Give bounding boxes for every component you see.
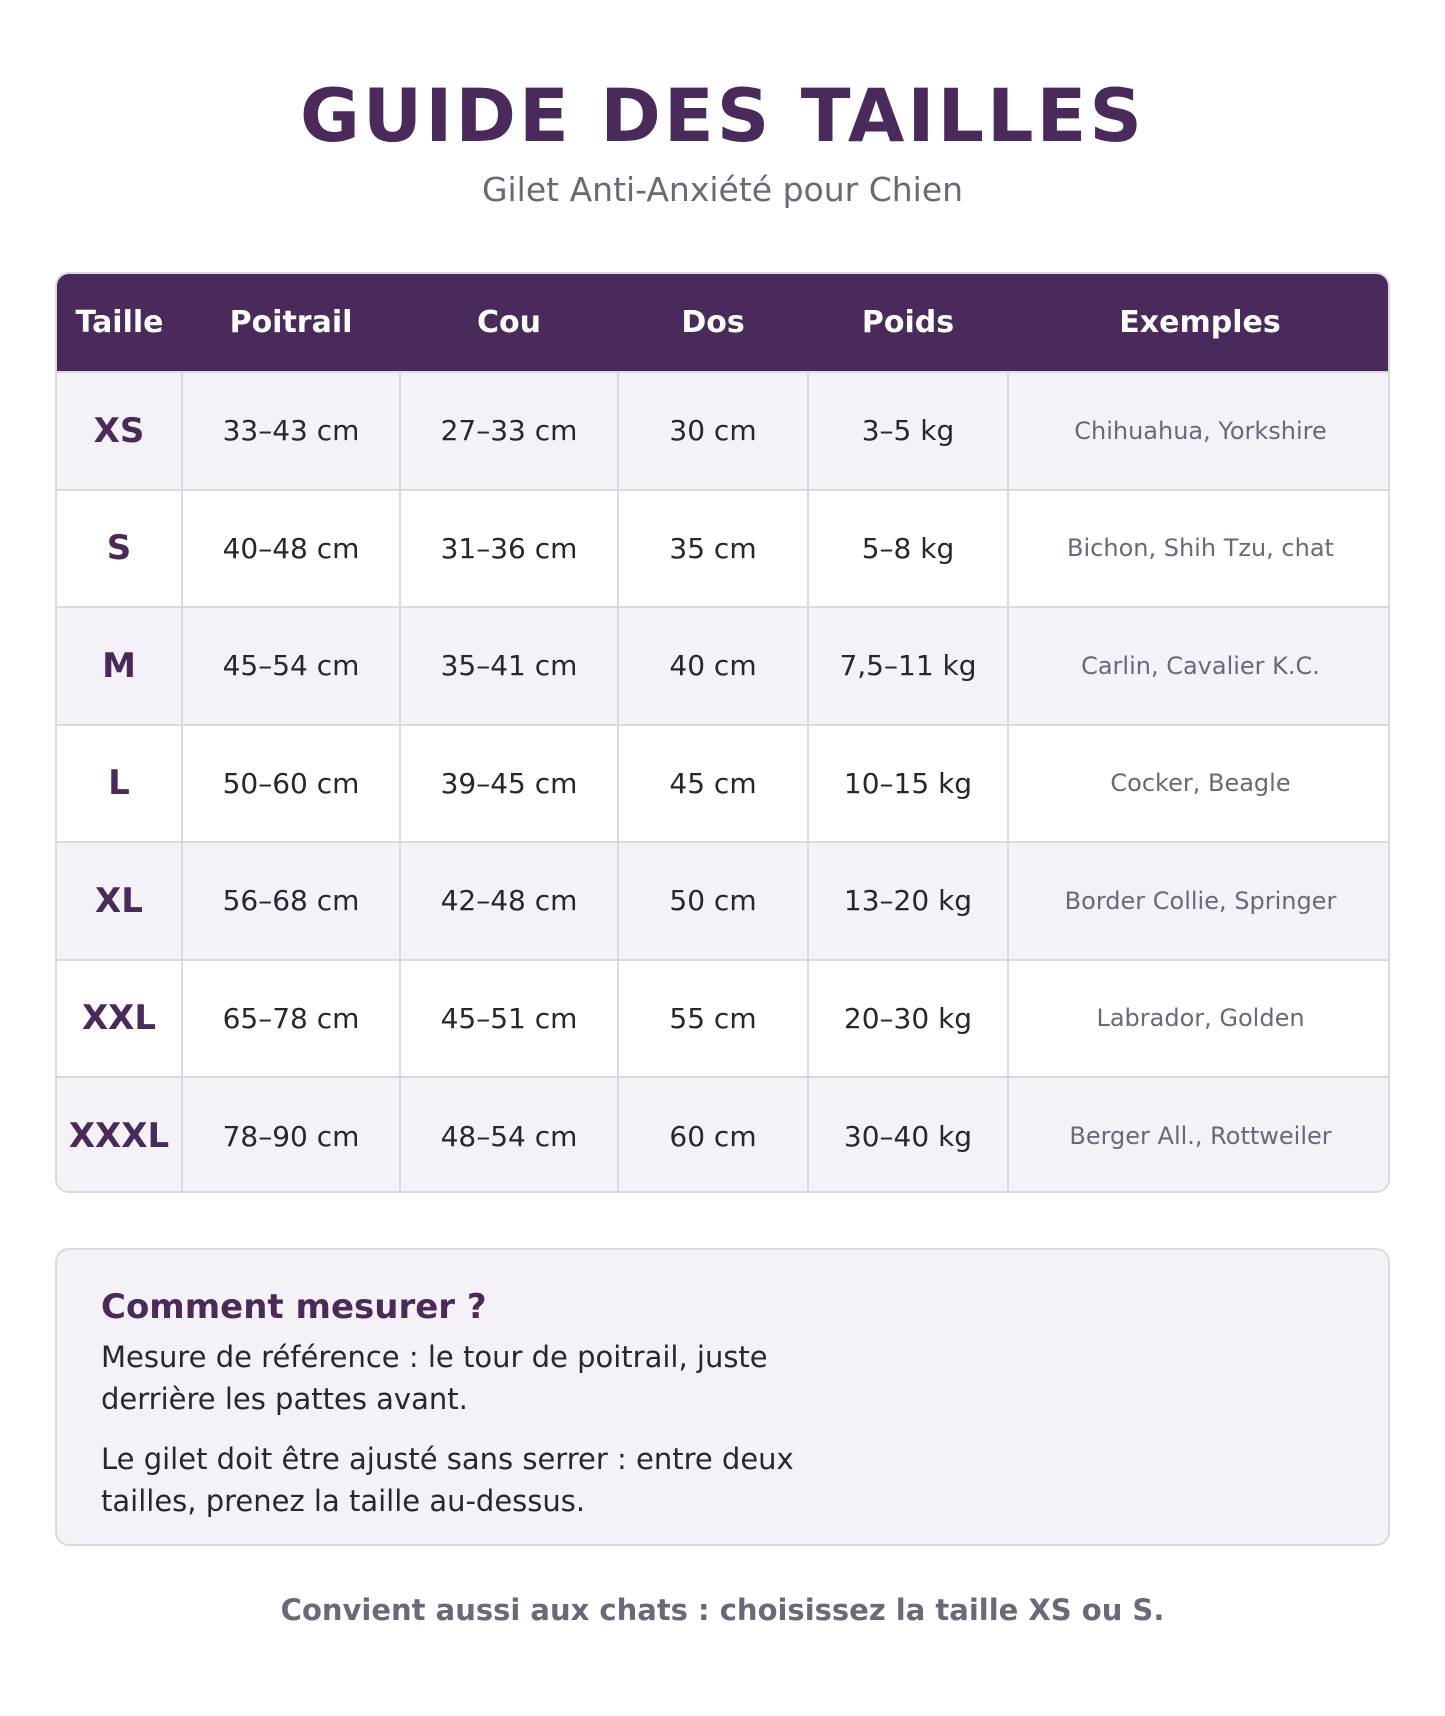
size-cell: XXXL bbox=[57, 1077, 182, 1193]
chest-cell: 33–43 cm bbox=[182, 372, 400, 490]
column-header-chest: Poitrail bbox=[229, 305, 353, 340]
neck-cell: 27–33 cm bbox=[400, 372, 618, 490]
weight-cell: 20–30 kg bbox=[808, 960, 1008, 1078]
chest-cell: 56–68 cm bbox=[182, 842, 400, 960]
weight-cell: 10–15 kg bbox=[808, 725, 1008, 843]
column-header-neck: Cou bbox=[477, 305, 541, 340]
measuring-guide-title: Comment mesurer ? bbox=[101, 1287, 487, 1327]
examples-cell: Cocker, Beagle bbox=[1008, 725, 1390, 843]
page-title: GUIDE DES TAILLES bbox=[300, 74, 1145, 159]
back-cell: 40 cm bbox=[618, 607, 808, 725]
weight-cell: 5–8 kg bbox=[808, 490, 1008, 608]
table-row bbox=[57, 490, 1390, 608]
examples-cell: Berger All., Rottweiler bbox=[1008, 1077, 1390, 1193]
neck-cell: 45–51 cm bbox=[400, 960, 618, 1078]
weight-cell: 7,5–11 kg bbox=[808, 607, 1008, 725]
examples-cell: Labrador, Golden bbox=[1008, 960, 1390, 1078]
table-row bbox=[57, 1077, 1390, 1193]
column-header-examples: Exemples bbox=[1119, 305, 1281, 340]
back-cell: 60 cm bbox=[618, 1077, 808, 1193]
neck-cell: 48–54 cm bbox=[400, 1077, 618, 1193]
column-header-back: Dos bbox=[681, 305, 745, 340]
table-row bbox=[57, 960, 1390, 1078]
size-cell: M bbox=[57, 607, 182, 725]
measuring-guide-paragraph: Le gilet doit être ajusté sans serrer : entre deux tailles, prenez la taille au-dessus. bbox=[101, 1442, 794, 1518]
table-header-row bbox=[57, 274, 1390, 372]
footer-note: Convient aussi aux chats : choisissez la taille XS ou S. bbox=[280, 1593, 1165, 1627]
back-cell: 50 cm bbox=[618, 842, 808, 960]
weight-cell: 3–5 kg bbox=[808, 372, 1008, 490]
measuring-guide-paragraph: Mesure de référence : le tour de poitrail, juste derrière les pattes avant. bbox=[101, 1340, 768, 1416]
page-subtitle: Gilet Anti-Anxiété pour Chien bbox=[481, 170, 964, 209]
neck-cell: 39–45 cm bbox=[400, 725, 618, 843]
column-header-weight: Poids bbox=[861, 305, 955, 340]
back-cell: 35 cm bbox=[618, 490, 808, 608]
chest-cell: 45–54 cm bbox=[182, 607, 400, 725]
chest-cell: 50–60 cm bbox=[182, 725, 400, 843]
size-cell: XXL bbox=[57, 960, 182, 1078]
examples-cell: Bichon, Shih Tzu, chat bbox=[1008, 490, 1390, 608]
neck-cell: 42–48 cm bbox=[400, 842, 618, 960]
neck-cell: 35–41 cm bbox=[400, 607, 618, 725]
weight-cell: 13–20 kg bbox=[808, 842, 1008, 960]
size-cell: L bbox=[57, 725, 182, 843]
back-cell: 55 cm bbox=[618, 960, 808, 1078]
table-row bbox=[57, 607, 1390, 725]
chest-cell: 65–78 cm bbox=[182, 960, 400, 1078]
size-table bbox=[57, 274, 1390, 1193]
weight-cell: 30–40 kg bbox=[808, 1077, 1008, 1193]
size-cell: XL bbox=[57, 842, 182, 960]
table-row bbox=[57, 725, 1390, 843]
table-row bbox=[57, 842, 1390, 960]
back-cell: 45 cm bbox=[618, 725, 808, 843]
size-cell: S bbox=[57, 490, 182, 608]
examples-cell: Carlin, Cavalier K.C. bbox=[1008, 607, 1390, 725]
examples-cell: Border Collie, Springer bbox=[1008, 842, 1390, 960]
neck-cell: 31–36 cm bbox=[400, 490, 618, 608]
size-table-container bbox=[55, 272, 1390, 1193]
measuring-guide-box bbox=[55, 1248, 1390, 1546]
back-cell: 30 cm bbox=[618, 372, 808, 490]
examples-cell: Chihuahua, Yorkshire bbox=[1008, 372, 1390, 490]
size-cell: XS bbox=[57, 372, 182, 490]
table-row bbox=[57, 372, 1390, 490]
column-header-size: Taille bbox=[75, 305, 164, 340]
chest-cell: 40–48 cm bbox=[182, 490, 400, 608]
chest-cell: 78–90 cm bbox=[182, 1077, 400, 1193]
